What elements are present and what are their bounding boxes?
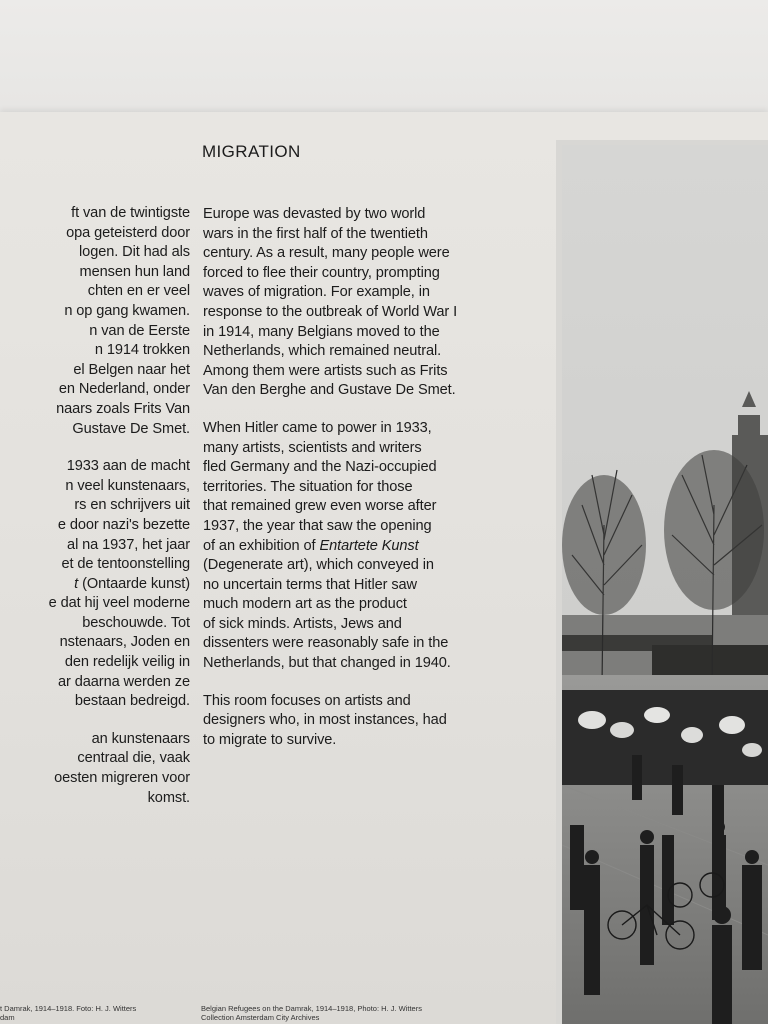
text-line: den redelijk veilig in (64, 654, 190, 671)
text-line: n veel kunstenaars, (65, 477, 190, 494)
text-line: rs en schrijvers uit (74, 497, 190, 514)
wall (0, 0, 768, 130)
text-line: chten en er veel (87, 283, 190, 300)
text-line: logen. Dit had als (79, 244, 190, 261)
text-line: When Hitler came to power in 1933, (203, 419, 432, 436)
text-line: century. As a result, many people were (203, 245, 450, 262)
text-line: Gustave De Smet. (72, 420, 190, 437)
text-line: Netherlands, which remained neutral. (203, 343, 442, 360)
text-line: e door nazi's bezette (57, 516, 190, 533)
text-line: response to the outbreak of World War I (203, 303, 458, 320)
text-line: n van de Eerste (89, 322, 190, 339)
text-line: no uncertain terms that Hitler saw (203, 576, 417, 593)
text-line: n op gang kwamen. (64, 302, 190, 319)
text-line: naars zoals Frits Van (56, 400, 190, 417)
text-line: territories. The situation for those (203, 478, 413, 495)
text-line: that remained grew even worse after (203, 498, 437, 515)
dutch-paragraph-2 (0, 457, 190, 712)
text-line: fled Germany and the Nazi-occupied (203, 459, 437, 476)
text-line: al na 1937, het jaar (67, 536, 190, 553)
text-line: of sick minds. Artists, Jews and (203, 615, 402, 632)
text-fragment: (Ontaarde kunst) (78, 575, 190, 592)
text-line: beschouwde. Tot (82, 614, 190, 631)
text-line: to migrate to survive. (203, 731, 337, 748)
text-line: et de tentoonstelling (61, 556, 190, 573)
photo-caption-dutch (0, 1004, 180, 1022)
text-line: en Nederland, onder (58, 381, 190, 398)
text-line: nstenaars, Joden en (59, 634, 190, 651)
caption-line: Belgian Refugees on the Damrak, 1914–1918, Photo: H. J. Witters (201, 1004, 422, 1013)
text-line: mensen hun land (79, 263, 190, 280)
photo-caption-english (201, 1004, 501, 1022)
caption-line: dam (0, 1013, 15, 1022)
text-line: many artists, scientists and writers (203, 439, 422, 456)
text-line: Netherlands, but that changed in 1940. (203, 655, 451, 672)
text-line: el Belgen naar het (73, 361, 190, 378)
text-line: This room focuses on artists and (203, 692, 411, 709)
text-line: 1933 aan de macht (66, 458, 190, 475)
english-paragraph-2 (203, 419, 523, 674)
italic-fragment: t (74, 575, 79, 592)
text-line: designers who, in most instances, had (203, 712, 447, 729)
text-line: centraal die, vaak (77, 750, 190, 767)
text-line: Among them were artists such as Frits (203, 362, 448, 379)
text-line: e dat hij veel moderne (48, 595, 190, 612)
caption-line: Collection Amsterdam City Archives (201, 1013, 320, 1022)
text-line: waves of migration. For example, in (203, 284, 430, 301)
historic-refugee-photo (562, 145, 768, 1024)
text-line: 1937, the year that saw the opening (203, 517, 432, 534)
text-line: n 1914 trokken (94, 342, 190, 359)
text-line: ar daarna werden ze (58, 673, 190, 690)
text-line: oesten migreren voor (54, 770, 190, 787)
text-line: in 1914, many Belgians moved to the (203, 323, 440, 340)
text-line: dissenters were reasonably safe in the (203, 635, 449, 652)
text-line: ft van de twintigste (71, 205, 190, 221)
english-text-column (203, 205, 523, 768)
italic-fragment: Entartete Kunst (319, 537, 419, 554)
english-paragraph-3 (203, 692, 523, 751)
text-line: opa geteisterd door (66, 224, 190, 241)
text-fragment: of an exhibition of (203, 537, 320, 554)
dutch-paragraph-1 (0, 204, 190, 439)
text-line: bestaan bedreigd. (74, 693, 190, 710)
text-line: Europe was devasted by two world (203, 206, 426, 222)
text-line: wars in the first half of the twentieth (203, 225, 428, 242)
text-line: (Degenerate art), which conveyed in (203, 557, 434, 574)
caption-line: t Damrak, 1914–1918. Foto: H. J. Witters (0, 1004, 137, 1013)
text-line: an kunstenaars (91, 730, 190, 747)
text-line: komst. (147, 789, 190, 806)
dutch-paragraph-3 (0, 730, 190, 808)
text-line: forced to flee their country, prompting (203, 264, 440, 281)
text-line (203, 537, 523, 557)
english-paragraph-1 (203, 205, 523, 401)
text-line (0, 575, 190, 595)
text-line: Van den Berghe and Gustave De Smet. (203, 382, 456, 399)
dutch-text-column (0, 204, 190, 826)
section-heading: MIGRATION (202, 142, 301, 161)
text-line: much modern art as the product (203, 596, 407, 613)
